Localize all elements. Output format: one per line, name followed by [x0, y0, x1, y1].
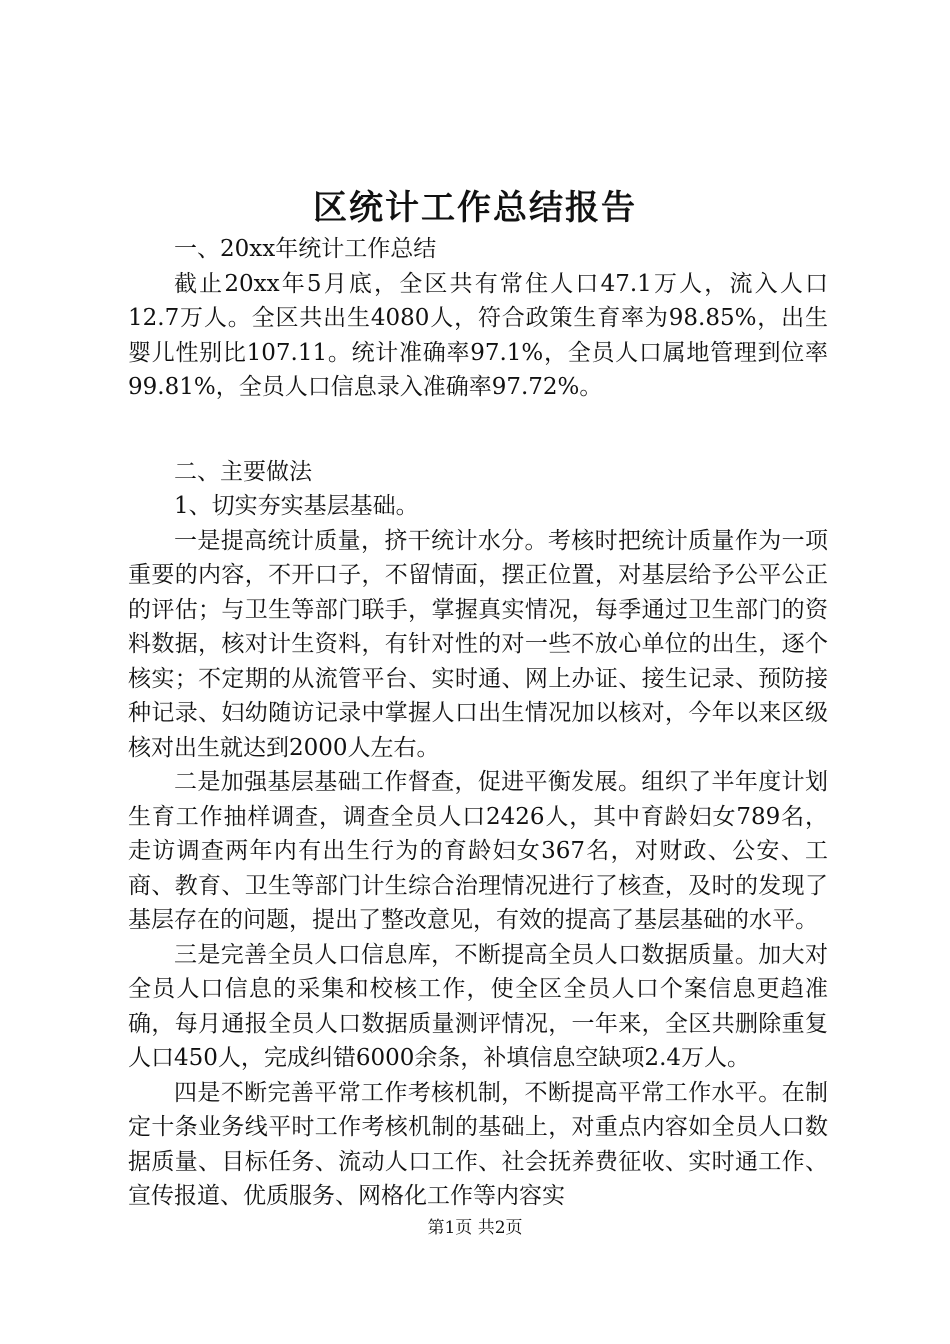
paragraph-item-3: 三是完善全员人口信息库，不断提高全员人口数据质量。加大对全员人口信息的采集和校核工作，使全区全员人口个案信息更趋准确，每月通报全员人口数据质量测评情况，一年来，全区共删除重复人口450人，完成纠错6000余条，补填信息空缺项2.4万人。: [128, 941, 828, 1071]
subsection1-heading: 1、切实夯实基层基础。: [174, 493, 419, 519]
document-title: 区统计工作总结报告: [313, 188, 637, 228]
section1-heading: 一、20xx年统计工作总结: [174, 236, 437, 262]
paragraph-item-1: 一是提高统计质量，挤干统计水分。考核时把统计质量作为一项重要的内容，不开口子，不留情面，摆正位置，对基层给予公平公正的评估；与卫生等部门联手，掌握真实情况，每季通过卫生部门的资料数据，核对计生资料，有针对性的对一些不放心单位的出生，逐个核实；不定期的从流管平台、实时通、网上办证、接生记录、预防接种记录、妇幼随访记录中掌握人口出生情况加以核对，今年以来区级核对出生就达到2000人左右。: [128, 527, 828, 761]
paragraph-item-2: 二是加强基层基础工作督查，促进平衡发展。组织了半年度计划生育工作抽样调查，调查全员人口2426人，其中育龄妇女789名，走访调查两年内有出生行为的育龄妇女367名，对财政、公安、工商、教育、卫生等部门计生综合治理情况进行了核查，及时的发现了基层存在的问题，提出了整改意见，有效的提高了基层基础的水平。: [128, 769, 828, 933]
section2-heading: 二、主要做法: [174, 458, 312, 485]
paragraph-gap: [128, 405, 828, 455]
section1-paragraph: 截止20xx年5月底，全区共有常住人口47.1万人，流入人口12.7万人。全区共出生4080人，符合政策生育率为98.85%，出生婴儿性别比107.11。统计准确率97.1%，全员人口属地管理到位率99.81%，全员人口信息录入准确率97.72%。: [128, 270, 828, 400]
paragraph-item-4: 四是不断完善平常工作考核机制，不断提高平常工作水平。在制定十条业务线平时工作考核机制的基础上，对重点内容如全员人口数据质量、目标任务、流动人口工作、社会抚养费征收、实时通工作、宣传报道、优质服务、网格化工作等内容实: [128, 1079, 828, 1209]
document-body: [128, 232, 828, 1214]
page-footer: 第1页 共2页: [427, 1218, 523, 1238]
